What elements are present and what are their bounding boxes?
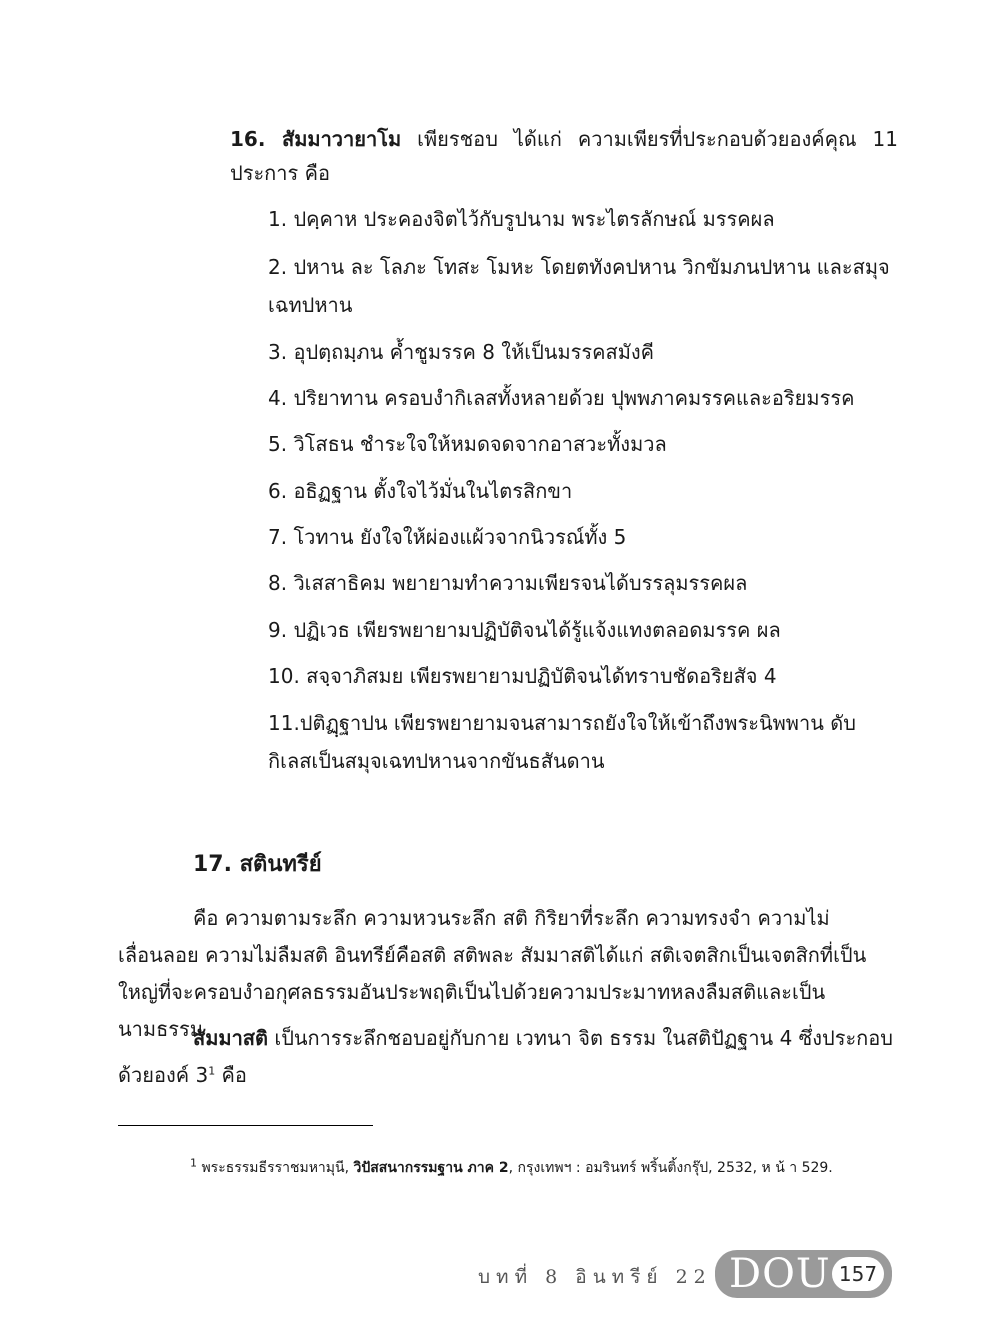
footnote-reference[interactable]: 1 — [208, 1064, 216, 1078]
list-item: 11.ปติฏฺฐาปน เพียรพยายามจนสามารถยังใจให้เข้าถึงพระนิพพาน ดับกิเลสเป็นสมุจเฉทปหานจากขันธสันดาน — [268, 711, 856, 773]
list-item: 1. ปคฺคาห ประคองจิตไว้กับรูปนาม พระไตรลักษณ์ มรรคผล — [268, 207, 775, 231]
footnote-publication: , กรุงเทพฯ : อมรินทร์ พริ้นติ้งกรุ๊ป, 2532, ห น้ า 529. — [508, 1160, 833, 1176]
section-17-paragraph-1: คือ ความตามระลึก ความหวนระลึก สติ กิริยาที่ระลึก ความทรงจำ ความไม่เลื่อนลอย ความไม่ลืมสติ อินทรีย์คือสติ สติพละ สัมมาสติได้แก่ สติเจตสิกเป็นเจตสิกที่เป็นใหญ่ที่จะครอบงำอกุศลธรรมอันประพฤติเป็นไปด้วยความประมาทหลงลืมสติและเป็นนามธรรม — [118, 906, 867, 1041]
list-item: 3. อุปตฺถมฺภน ค้ำชูมรรค 8 ให้เป็นมรรคสมังคี — [268, 340, 655, 364]
section-17-paragraph-2 — [118, 1020, 898, 1094]
page-number: 157 — [832, 1257, 884, 1291]
footnote — [118, 1154, 898, 1182]
samma-sati-term: สัมมาสติ — [193, 1026, 268, 1050]
list-item: 8. วิเสสาธิคม พยายามทำความเพียรจนได้บรรลุมรรคผล — [268, 571, 748, 595]
paragraph-2-text: เป็นการระลึกชอบอยู่กับกาย เวทนา จิต ธรรม ในสติปัฏฐาน 4 ซึ่งประกอบด้วยองค์ 3 — [118, 1026, 893, 1087]
chapter-footer: บทที่ 8 อินทรีย์ 22 — [478, 1266, 712, 1288]
footnote-divider — [118, 1125, 373, 1126]
section-16-title: 16. สัมมาวายาโม — [230, 127, 402, 151]
list-item: 10. สจฺจาภิสมย เพียรพยายามปฏิบัติจนได้ทราบชัดอริยสัจ 4 — [268, 664, 777, 688]
list-item: 5. วิโสธน ชำระใจให้หมดจดจากอาสวะทั้งมวล — [268, 432, 667, 456]
section-16-intro-text: เพียรชอบ ได้แก่ ความเพียรที่ประกอบด้วยองค์คุณ 11 ประการ คือ — [230, 127, 898, 185]
footnote-book-title: วิปัสสนากรรมฐาน ภาค 2 — [353, 1160, 509, 1176]
section-17-heading: 17. สตินทรีย์ — [193, 852, 322, 877]
section-16-intro — [230, 122, 898, 190]
dou-logo: DOU — [729, 1251, 831, 1297]
list-item: 6. อธิฏฐาน ตั้งใจไว้มั่นในไตรสิกขา — [268, 479, 573, 503]
list-item: 2. ปหาน ละ โลภะ โทสะ โมหะ โดยตทังคปหาน วิกขัมภนปหาน และสมุจเฉทปหาน — [268, 255, 890, 317]
footnote-mark: 1 — [190, 1156, 197, 1170]
list-item: 9. ปฏิเวธ เพียรพยายามปฏิบัติจนได้รู้แจ้งแทงตลอดมรรค ผล — [268, 618, 781, 642]
list-item: 4. ปริยาทาน ครอบงำกิเลสทั้งหลายด้วย ปุพพภาคมรรคและอริยมรรค — [268, 386, 855, 410]
paragraph-2-end: คือ — [215, 1063, 247, 1087]
dou-page-badge — [715, 1250, 892, 1298]
list-item: 7. โวทาน ยังใจให้ผ่องแผ้วจากนิวรณ์ทั้ง 5 — [268, 525, 627, 549]
footnote-author: พระธรรมธีรราชมหามุนี, — [197, 1160, 354, 1176]
